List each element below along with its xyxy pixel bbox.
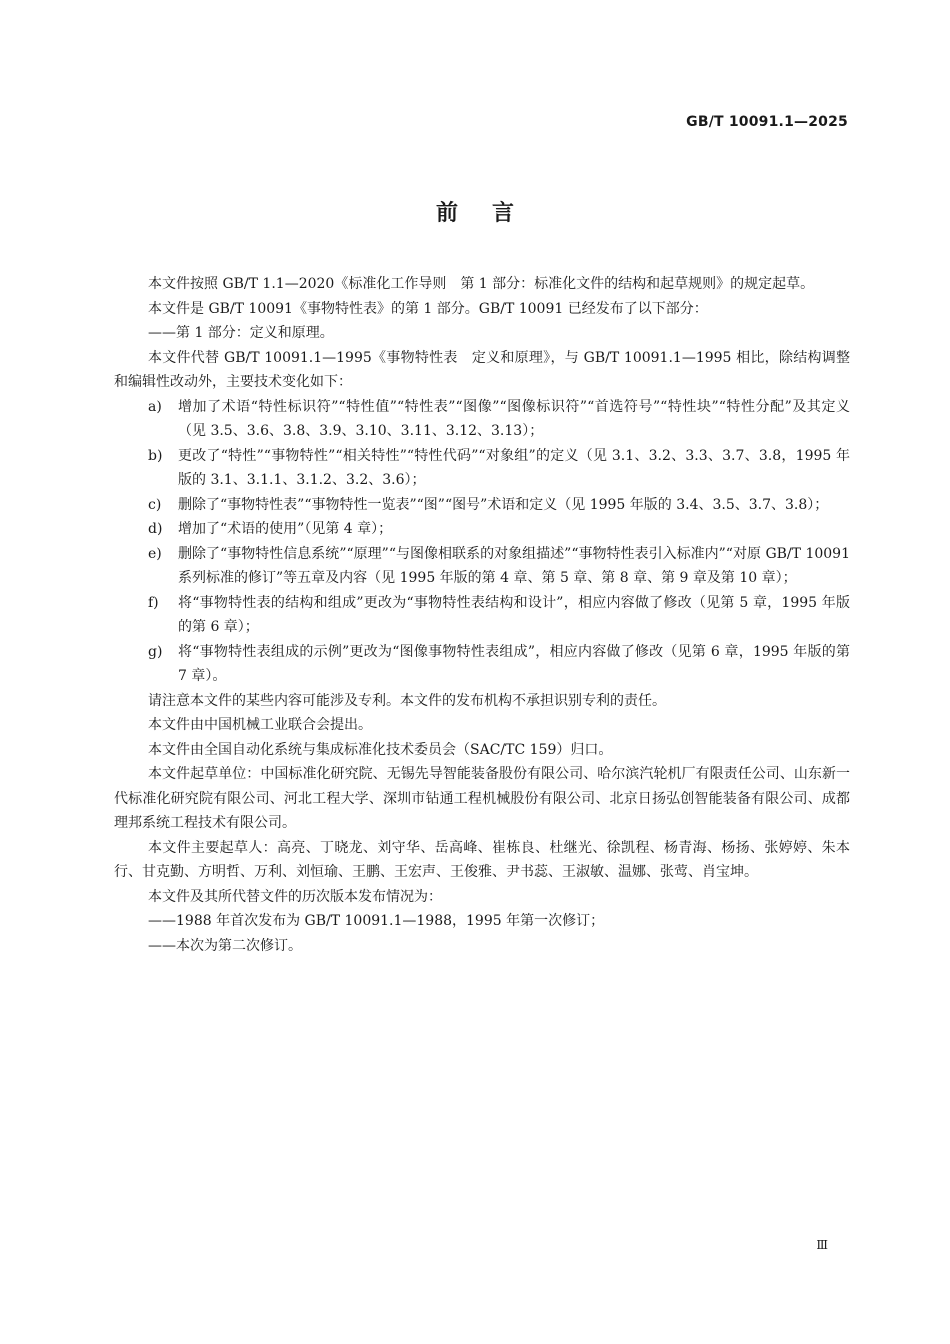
changes-list: [114, 395, 850, 689]
list-item-text: 更改了“特性”“事物特性”“相关特性”“特性代码”“对象组”的定义（见 3.1、3.2、3.3、3.7、3.8，1995 年版的 3.1、3.1.1、3.1.2、3.2、3.6）；: [178, 447, 850, 488]
change-item-a: [114, 395, 850, 444]
list-item-text: 删除了“事物特性信息系统”“原理”“与图像相联系的对象组描述”“事物特性表引入标准内”“对原 GB/T 10091 系列标准的修订”等五章及内容（见 1995 年版的第 4 章、第 5 章、第 8 章、第 9 章及第 10 章）；: [178, 545, 850, 586]
paragraph-drafters: 本文件主要起草人：高亮、丁晓龙、刘守华、岳高峰、崔栋良、杜继光、徐凯程、杨青海、杨扬、张婷婷、朱本行、甘克勤、方明哲、万利、刘恒瑜、王鹏、王宏声、王俊雅、尹书蕊、王淑敏、温娜、张莺、肖宝坤。: [114, 839, 850, 880]
list-letter: e): [148, 545, 162, 562]
paragraph-series-parts: 本文件是 GB/T 10091《事物特性表》的第 1 部分。GB/T 10091 已经发布了以下部分：: [148, 300, 708, 317]
paragraph-drafting-rules: 本文件按照 GB/T 1.1—2020《标准化工作导则 第 1 部分：标准化文件的结构和起草规则》的规定起草。: [148, 276, 815, 292]
part-list-item: ——第 1 部分：定义和原理。: [148, 325, 334, 341]
history-item-1: ——1988 年首次发布为 GB/T 10091.1—1988，1995 年第一次修订；: [148, 913, 605, 929]
list-item-text: 删除了“事物特性表”“事物特性一览表”“图”“图号”术语和定义（见 1995 年版的 3.4、3.5、3.7、3.8）；: [178, 496, 829, 513]
change-item-d: [114, 517, 850, 542]
list-letter: g): [148, 643, 163, 660]
page-number: Ⅲ: [816, 1238, 828, 1252]
change-item-e: [114, 542, 850, 591]
list-letter: b): [148, 447, 163, 464]
list-item-text: 增加了“术语的使用”（见第 4 章）；: [178, 521, 393, 537]
list-letter: a): [148, 398, 162, 415]
change-item-c: [114, 493, 850, 518]
paragraph-patent-notice: 请注意本文件的某些内容可能涉及专利。本文件的发布机构不承担识别专利的责任。: [148, 692, 666, 709]
change-item-b: [114, 444, 850, 493]
change-item-g: [114, 640, 850, 689]
paragraph-centralized-by: 本文件由全国自动化系统与集成标准化技术委员会（SAC/TC 159）归口。: [148, 741, 613, 758]
paragraph-history-intro: 本文件及其所代替文件的历次版本发布情况为：: [148, 888, 442, 905]
list-letter: f): [148, 594, 159, 611]
paragraph-proposed-by: 本文件由中国机械工业联合会提出。: [148, 717, 372, 733]
list-letter: c): [148, 496, 162, 513]
change-item-f: [114, 591, 850, 640]
page-title: 前言: [435, 201, 548, 226]
standard-number: GB/T 10091.1—2025: [686, 114, 848, 130]
list-letter: d): [148, 521, 163, 537]
list-item-text: 增加了术语“特性标识符”“特性值”“特性表”“图像”“图像标识符”“首选符号”“特性块”“特性分配”及其定义（见 3.5、3.6、3.8、3.9、3.10、3.11、3.12、3.13）；: [178, 398, 850, 439]
foreword-body: [114, 272, 850, 958]
paragraph-drafting-units: 本文件起草单位：中国标准化研究院、无锡先导智能装备股份有限公司、哈尔滨汽轮机厂有限责任公司、山东新一代标准化研究院有限公司、河北工程大学、深圳市钻通工程机械股份有限公司、北京日扬弘创智能装备有限公司、成都理邦系统工程技术有限公司。: [114, 766, 850, 831]
history-item-2: ——本次为第二次修订。: [148, 937, 302, 954]
list-item-text: 将“事物特性表组成的示例”更改为“图像事物特性表组成”，相应内容做了修改（见第 6 章，1995 年版的第 7 章）。: [178, 643, 850, 684]
paragraph-replacement: 本文件代替 GB/T 10091.1—1995《事物特性表 定义和原理》，与 GB/T 10091.1—1995 相比，除结构调整和编辑性改动外，主要技术变化如下：: [114, 349, 850, 390]
list-item-text: 将“事物特性表的结构和组成”更改为“事物特性表结构和设计”，相应内容做了修改（见第 5 章，1995 年版的第 6 章）；: [178, 594, 850, 635]
